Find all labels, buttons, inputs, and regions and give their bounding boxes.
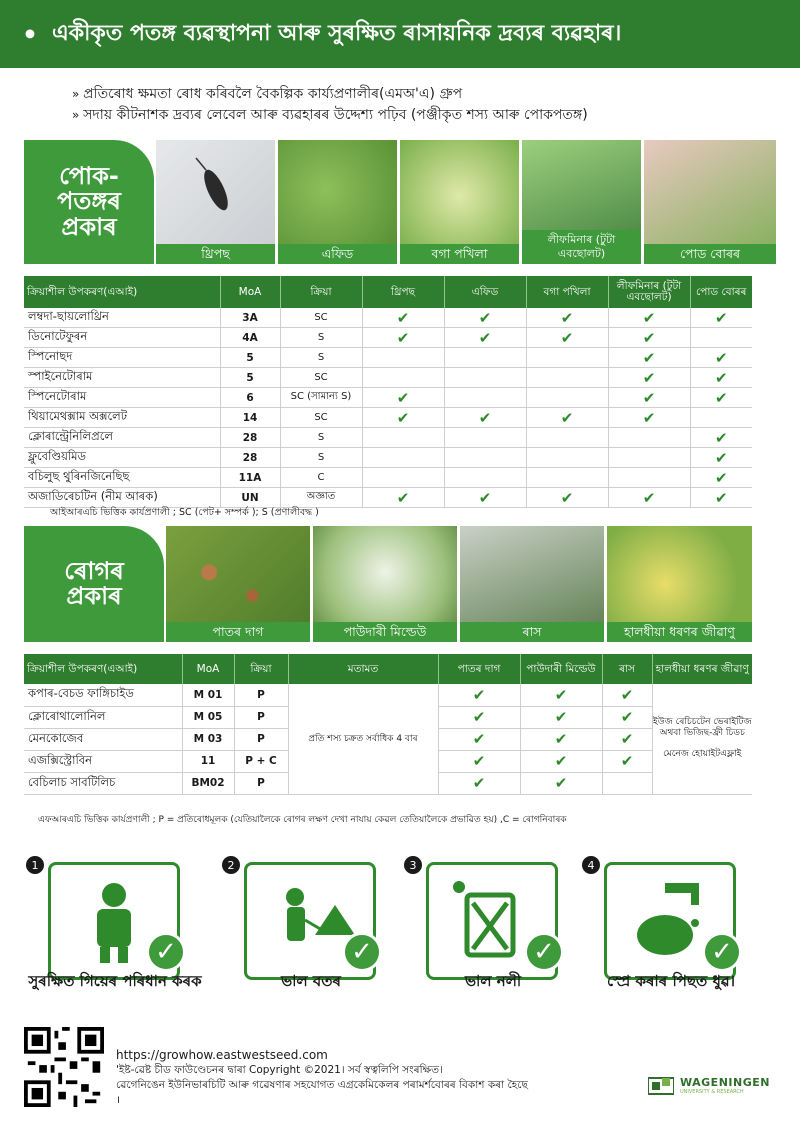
bullet-dot: • (22, 19, 38, 49)
action-type: S (280, 448, 362, 468)
col-header: হালধীয়া ধৰণৰ জীৱাণু (652, 654, 752, 684)
efficacy-cell (690, 308, 752, 328)
ai-name: স্পিনেটোৰাম (24, 388, 220, 408)
moa-code: 11 (182, 750, 234, 772)
efficacy-cell (526, 428, 608, 448)
efficacy-cell (520, 706, 602, 728)
moa-code: 5 (220, 348, 280, 368)
col-header: ক্ৰিয়া (234, 654, 288, 684)
efficacy-cell (362, 348, 444, 368)
pest-table (24, 276, 752, 508)
check-badge-icon: ✓ (342, 932, 382, 972)
bullet-item: » সদায় কীটনাশক দ্ৰব্যৰ লেবেল আৰু ব্যৱহাৰৰ উদ্দেশ্য পঢ়িব (পঞ্জীকৃত শস্য আৰু পোকপতঙ্গ) (72, 105, 588, 126)
action-type: P + C (234, 750, 288, 772)
table-row (24, 348, 752, 368)
pest-section-label: পোক-পতঙ্গৰ প্ৰকাৰ (24, 140, 154, 264)
efficacy-cell (362, 488, 444, 508)
efficacy-cell (690, 408, 752, 428)
logo-main-text: WAGENINGEN (680, 1075, 770, 1089)
check-icon: ✔ (620, 752, 634, 770)
action-type: SC (280, 308, 362, 328)
check-icon: ✔ (554, 752, 568, 770)
check-icon: ✔ (714, 488, 728, 507)
action-type: অজ্ঞাত (280, 488, 362, 508)
disease-section-label: ৰোগৰ প্ৰকাৰ (24, 526, 164, 642)
ai-name: এজক্সিস্ট্ৰোবিন (24, 750, 182, 772)
efficacy-cell (520, 750, 602, 772)
step-label: ভাল বতৰ (281, 972, 341, 990)
footer-credit: ৱেগেনিঙেন ইউনিভাৰচিটি আৰু গৱেষণাৰ সহযোগত এগ্ৰকেমিকেলৰ পৰামৰ্শবোৰৰ বিকাশ কৰা হৈছে (116, 1079, 528, 1091)
check-badge-icon: ✓ (524, 932, 564, 972)
moa-code: BM02 (182, 772, 234, 794)
ai-name: স্পিনোছদ (24, 348, 220, 368)
efficacy-cell (438, 750, 520, 772)
efficacy-cell (362, 448, 444, 468)
pest-caption: থ্ৰিপছ (156, 244, 275, 264)
disease-caption: পাউদাৰী মিল্ডেউ (313, 622, 457, 642)
efficacy-cell (608, 468, 690, 488)
check-icon: ✔ (560, 308, 574, 327)
efficacy-cell (362, 368, 444, 388)
efficacy-cell (608, 328, 690, 348)
efficacy-cell (608, 388, 690, 408)
action-type: SC (280, 368, 362, 388)
disease-image (607, 526, 752, 642)
col-header: পাউদাৰী মিল্ডেউ (520, 654, 602, 684)
pest-image (156, 140, 275, 264)
check-icon: ✔ (472, 752, 486, 770)
efficacy-cell (526, 408, 608, 428)
table-row (24, 408, 752, 428)
col-header: পাতৰ দাগ (438, 654, 520, 684)
efficacy-cell (602, 684, 652, 706)
efficacy-cell (438, 706, 520, 728)
pest-image-strip (156, 140, 776, 264)
action-type: P (234, 684, 288, 706)
check-icon: ✔ (396, 308, 410, 327)
table-row (24, 428, 752, 448)
efficacy-cell (438, 684, 520, 706)
col-header: থ্ৰিপছ (362, 276, 444, 308)
action-type: SC (সামান্য S) (280, 388, 362, 408)
step-label: স্প্ৰে কৰাৰ পিছত ধুৱ। (606, 972, 736, 990)
disease-note: এফআৰএচি ভিত্তিক কাৰ্যপ্ৰণালী ; P = প্ৰতিৰোধমূলক (যেতিয়ালৈকে ৰোগৰ লক্ষণ দেখা নাযায় কেৱল তেতিয়ালৈকে প্ৰভাৱিত হয়) ,C = ৰোগনিবাৰক (38, 815, 567, 825)
step-label: সুৰক্ষিত গিয়েৰ পৰিধান কৰক (28, 972, 202, 990)
moa-code: 4A (220, 328, 280, 348)
step-number: 1 (26, 856, 44, 874)
disease-caption: হালধীয়া ধৰণৰ জীৱাণু (607, 622, 752, 642)
moa-code: 11A (220, 468, 280, 488)
ai-name: ক্লোৰোথালোনিল (24, 706, 182, 728)
qr-code (24, 1027, 104, 1107)
page-title: একীকৃত পতঙ্গ ব্যৱস্থাপনা আৰু সুৰক্ষিত ৰাসায়নিক দ্ৰব্যৰ ব্যৱহাৰ। (51, 20, 622, 46)
efficacy-cell (690, 488, 752, 508)
col-header: MoA (220, 276, 280, 308)
check-icon: ✔ (560, 488, 574, 507)
table-row (24, 448, 752, 468)
check-icon: ✔ (714, 428, 728, 447)
action-type: C (280, 468, 362, 488)
check-icon: ✔ (642, 348, 656, 367)
efficacy-cell (438, 728, 520, 750)
disease-caption: ৰাস (460, 622, 604, 642)
ai-name: থিয়ামেথক্সাম অক্সলেট (24, 408, 220, 428)
check-icon: ✔ (478, 488, 492, 507)
pest-caption: লীফমিনাৰ (টুটা এবছোলট) (522, 230, 641, 264)
ai-name: কপাৰ-বেচড ফাঙ্গিচাইড (24, 684, 182, 706)
efficacy-cell (526, 368, 608, 388)
intro-bullets (72, 84, 588, 126)
efficacy-cell (602, 750, 652, 772)
check-icon: ✔ (396, 328, 410, 347)
check-icon: ✔ (714, 388, 728, 407)
pest-caption: এফিড (278, 244, 397, 264)
efficacy-cell (690, 348, 752, 368)
check-icon: ✔ (620, 685, 634, 704)
table-row (24, 388, 752, 408)
efficacy-cell (608, 448, 690, 468)
wageningen-logo (648, 1072, 788, 1098)
ai-name: মেনকোজেব (24, 728, 182, 750)
check-badge-icon: ✓ (146, 932, 186, 972)
ai-name: স্পাইনেটোৰাম (24, 368, 220, 388)
check-icon: ✔ (714, 468, 728, 487)
efficacy-cell (444, 348, 526, 368)
pest-caption: বগা পখিলা (400, 244, 519, 264)
efficacy-cell (526, 448, 608, 468)
wur-mark-icon (648, 1074, 674, 1096)
pest-image (644, 140, 776, 264)
efficacy-cell (526, 488, 608, 508)
virus-note: ইউজ ৰেচিচটেন ভেৰাইটিজ অথবা ভিজিছ-ফ্ৰী চিডচ (652, 717, 752, 739)
disease-table-header (24, 654, 752, 684)
disease-image (313, 526, 457, 642)
col-header: ক্ৰিয়া (280, 276, 362, 308)
table-row (24, 308, 752, 328)
footer-url[interactable]: https://growhow.eastwestseed.com (116, 1048, 328, 1062)
efficacy-cell (444, 488, 526, 508)
step-number: 2 (222, 856, 240, 874)
table-row (24, 488, 752, 508)
efficacy-cell (602, 728, 652, 750)
footer-credit-end: । (116, 1094, 120, 1106)
col-header: বগা পখিলা (526, 276, 608, 308)
moa-code: M 05 (182, 706, 234, 728)
ai-name: ফ্লুবেণ্ডিয়মিড (24, 448, 220, 468)
table-row (24, 684, 752, 706)
efficacy-cell (608, 348, 690, 368)
pest-image (278, 140, 397, 264)
efficacy-cell (362, 328, 444, 348)
pest-image (400, 140, 519, 264)
efficacy-cell (526, 348, 608, 368)
efficacy-cell (608, 408, 690, 428)
check-icon: ✔ (396, 488, 410, 507)
disease-caption: পাতৰ দাগ (166, 622, 310, 642)
step-label: ভাল নলী (464, 972, 522, 990)
check-icon: ✔ (554, 708, 568, 726)
efficacy-cell (520, 728, 602, 750)
efficacy-cell (690, 328, 752, 348)
check-icon: ✔ (396, 408, 410, 427)
efficacy-cell (444, 408, 526, 428)
virus-note-cell (652, 684, 752, 794)
efficacy-cell (444, 368, 526, 388)
efficacy-cell (520, 684, 602, 706)
moa-code: M 03 (182, 728, 234, 750)
moa-code: M 01 (182, 684, 234, 706)
moa-code: 28 (220, 428, 280, 448)
efficacy-cell (690, 468, 752, 488)
col-header: পোড বোৰৰ (690, 276, 752, 308)
bullet-item: » প্ৰতিৰোধ ক্ষমতা ৰোধ কৰিবলৈ বৈকল্পিক কাৰ্য্যপ্ৰণালীৰ(এমঅ'এ) গ্ৰুপ (72, 84, 588, 105)
efficacy-cell (362, 388, 444, 408)
action-type: P (234, 706, 288, 728)
comment-cell: প্ৰতি শস্য চক্ৰত সৰ্বাধিক 4 বাৰ (288, 684, 438, 794)
moa-code: 5 (220, 368, 280, 388)
check-icon: ✔ (554, 685, 568, 704)
efficacy-cell (608, 428, 690, 448)
check-icon: ✔ (642, 388, 656, 407)
col-header: ৰাস (602, 654, 652, 684)
check-icon: ✔ (554, 774, 568, 792)
moa-code: UN (220, 488, 280, 508)
check-icon: ✔ (472, 708, 486, 726)
efficacy-cell (444, 468, 526, 488)
action-type: S (280, 428, 362, 448)
efficacy-cell (444, 428, 526, 448)
efficacy-cell (438, 772, 520, 794)
check-icon: ✔ (472, 774, 486, 792)
efficacy-cell (690, 368, 752, 388)
ai-name: অজাডিৰেচটিন (নীম আৰক) (24, 488, 220, 508)
efficacy-cell (520, 772, 602, 794)
logo-sub-text: UNIVERSITY & RESEARCH (680, 1088, 744, 1095)
check-icon: ✔ (642, 308, 656, 327)
table-row (24, 468, 752, 488)
table-row (24, 328, 752, 348)
step-number: 4 (582, 856, 600, 874)
col-header: মতামত (288, 654, 438, 684)
efficacy-cell (690, 448, 752, 468)
disease-image (166, 526, 310, 642)
action-type: P (234, 728, 288, 750)
check-icon: ✔ (642, 368, 656, 387)
col-header: এফিড (444, 276, 526, 308)
check-icon: ✔ (642, 488, 656, 507)
action-type: SC (280, 408, 362, 428)
moa-code: 3A (220, 308, 280, 328)
efficacy-cell (608, 488, 690, 508)
moa-code: 6 (220, 388, 280, 408)
check-icon: ✔ (478, 308, 492, 327)
efficacy-cell (444, 388, 526, 408)
ai-name: বেচিলাচ সাবটিলিচ (24, 772, 182, 794)
check-icon: ✔ (478, 408, 492, 427)
efficacy-cell (362, 408, 444, 428)
check-icon: ✔ (642, 408, 656, 427)
col-header: ক্ৰিয়াশীল উপকৰণ(এআই) (24, 276, 220, 308)
efficacy-cell (362, 428, 444, 448)
pest-caption: পোড বোৰৰ (644, 244, 776, 264)
pest-image (522, 140, 641, 264)
action-type: S (280, 328, 362, 348)
pest-table-header (24, 276, 752, 308)
efficacy-cell (690, 428, 752, 448)
table-row (24, 368, 752, 388)
page-header (0, 0, 800, 68)
action-type: S (280, 348, 362, 368)
step-number: 3 (404, 856, 422, 874)
efficacy-cell (444, 308, 526, 328)
check-icon: ✔ (554, 730, 568, 748)
efficacy-cell (608, 368, 690, 388)
moa-code: 28 (220, 448, 280, 468)
check-icon: ✔ (478, 328, 492, 347)
ai-name: ক্লোৰান্ট্ৰেনিলিপ্ৰলে (24, 428, 220, 448)
efficacy-cell (526, 468, 608, 488)
efficacy-cell (526, 328, 608, 348)
check-icon: ✔ (560, 328, 574, 347)
efficacy-cell (444, 328, 526, 348)
virus-note: মেনেজ হোয়াইটএফ্লাই (663, 749, 742, 760)
efficacy-cell (608, 308, 690, 328)
col-header: MoA (182, 654, 234, 684)
check-icon: ✔ (620, 730, 634, 748)
disease-image-strip (166, 526, 752, 642)
pest-note: আইআৰএচি ভিত্তিক কাৰ্যপ্ৰণালী ; SC (পেট+ সম্পৰ্ক ); S (প্ৰণালীবদ্ধ ) (50, 507, 319, 518)
moa-code: 14 (220, 408, 280, 428)
check-icon: ✔ (642, 328, 656, 347)
efficacy-cell (362, 308, 444, 328)
ai-name: ডিনোটেফুৰন (24, 328, 220, 348)
check-badge-icon: ✓ (702, 932, 742, 972)
check-icon: ✔ (714, 368, 728, 387)
check-icon: ✔ (714, 448, 728, 467)
footer-text (116, 1048, 528, 1108)
check-icon: ✔ (620, 708, 634, 726)
col-header: লীফমিনাৰ (টুটা এবছোলট) (608, 276, 690, 308)
check-icon: ✔ (714, 308, 728, 327)
efficacy-cell (690, 388, 752, 408)
check-icon: ✔ (472, 685, 486, 704)
efficacy-cell (526, 388, 608, 408)
disease-image (460, 526, 604, 642)
check-icon: ✔ (396, 388, 410, 407)
efficacy-cell (602, 706, 652, 728)
efficacy-cell (602, 772, 652, 794)
check-icon: ✔ (472, 730, 486, 748)
check-icon: ✔ (560, 408, 574, 427)
efficacy-cell (444, 448, 526, 468)
efficacy-cell (526, 308, 608, 328)
efficacy-cell (362, 468, 444, 488)
col-header: ক্ৰিয়াশীল উপকৰণ(এআই) (24, 654, 182, 684)
footer-copyright: 'ইষ্ট-ৱেষ্ট চীড ফাউণ্ডেচনৰ দ্বাৰা Copyright ©2021। সৰ্ব স্বত্বলিপি সংৰক্ষিত। (116, 1064, 443, 1076)
ai-name: লম্বদা-ছায়লোথ্ৰিন (24, 308, 220, 328)
action-type: P (234, 772, 288, 794)
disease-table (24, 654, 752, 795)
check-icon: ✔ (714, 348, 728, 367)
ai-name: বচিলুছ থুৰিনজিনেছিছ (24, 468, 220, 488)
